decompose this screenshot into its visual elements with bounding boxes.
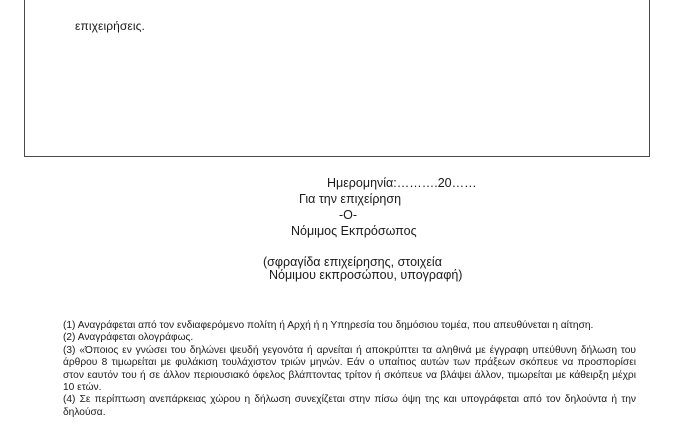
date-line: Ημερομηνία:……….20…… [327,176,477,190]
footnotes [63,320,636,419]
declaration-text-box [24,0,650,157]
for-company-label: Για την επιχείρηση [299,192,402,206]
footnote-3: (3) «Όποιος εν γνώσει του δηλώνει ψευδή γεγονότα ή αρνείται ή αποκρύπτει τα αληθινά με έγγραφη υπεύθυνη δήλωση του άρθρου 8 τιμωρείται με φυλάκιση τουλάχιστον τριών μηνών. Εάν ο υπαίτιος αυτών των πράξεων σκόπευε να προσπορίσει στον εαυτόν του ή σε άλλον περιουσιακό όφελος βλάπτοντας τρίτον ή σκόπευε να βλάψει άλλον, τιμωρείται με κάθειρξη μέχρι 10 ετών. [63,344,636,394]
stamp-instruction-line-1: (σφραγίδα επιχείρησης, στοιχεία [263,255,442,269]
footnote-2: (2) Αναγράφεται ολογράφως. [63,332,194,344]
footnote-1: (1) Αναγράφεται από τον ενδιαφερόμενο πολίτη ή Αρχή ή η Υπηρεσία του δημόσιου τομέα, που απευθύνεται η αίτηση. [63,320,594,331]
legal-representative-label: Νόμιμος Εκπρόσωπος [291,224,417,238]
article-label: -Ο- [339,208,358,222]
stamp-instruction-line-2: Νόμιμου εκπροσώπου, υπογραφή) [269,268,463,282]
footnote-4: (4) Σε περίπτωση ανεπάρκειας χώρου η δήλωση συνεχίζεται στην πίσω όψη της και υπογράφεται από τον δηλούντα ή την δηλούσα. [63,394,636,418]
declaration-text: επιχειρήσεις. [75,19,145,33]
